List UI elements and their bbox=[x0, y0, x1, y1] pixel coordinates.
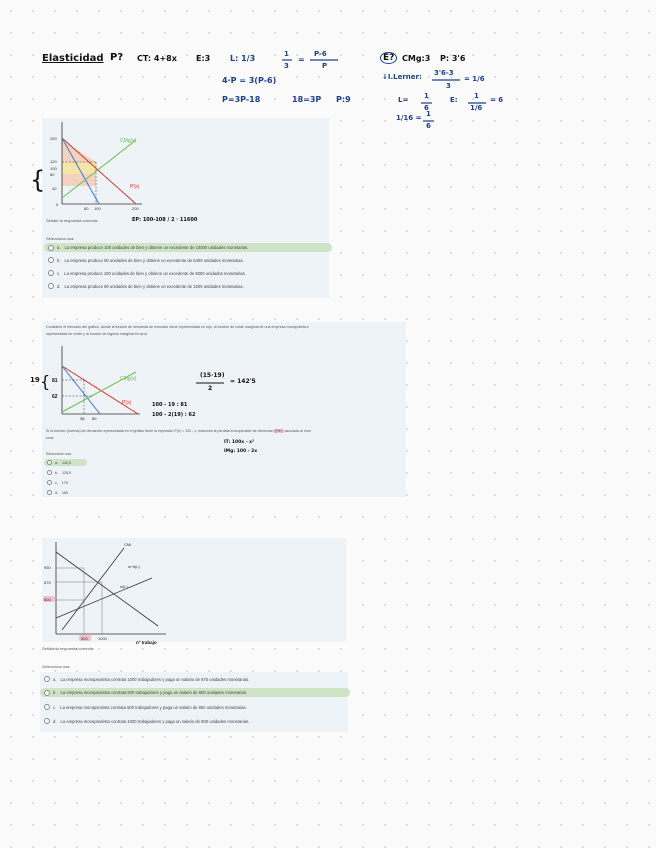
option-letter: a. bbox=[55, 460, 58, 465]
radio-icon[interactable] bbox=[48, 257, 54, 263]
note-e-den: 1/6 bbox=[470, 104, 483, 112]
option-text: La empresa monopsonista contrata 1000 trabajadores y paga un salario de 800 unidades monetarias. bbox=[60, 718, 250, 724]
q3-select-label: Selecciona una: bbox=[42, 664, 71, 669]
radio-icon[interactable] bbox=[47, 480, 52, 485]
option-letter: d. bbox=[57, 283, 61, 289]
note-title: Elasticidad bbox=[42, 53, 104, 64]
radio-icon[interactable] bbox=[48, 283, 54, 289]
q1-x-tick-2: 200 bbox=[132, 206, 139, 211]
radio-icon[interactable] bbox=[47, 460, 52, 465]
q2-mr-line bbox=[62, 366, 100, 414]
q3-x-tick-1000: 1000 bbox=[98, 636, 107, 641]
q2-hw-line2: 100 - 2(19) : 62 bbox=[152, 412, 196, 418]
radio-icon[interactable] bbox=[44, 704, 50, 710]
q1-option-b[interactable] bbox=[48, 257, 244, 263]
q1-y-tick-2: 100 bbox=[50, 166, 57, 171]
q3-wd-line bbox=[56, 552, 158, 626]
q1-prompt: Señale la respuesta correcta: bbox=[46, 218, 99, 223]
q1-option-a[interactable] bbox=[44, 243, 332, 252]
q1-y-tick-5: 0 bbox=[56, 202, 59, 207]
option-text: La empresa produce 80 unidades de bien y obtiene un excedente de 6400 unidades monetarias. bbox=[64, 257, 244, 263]
q3-x-tick-500: 500 bbox=[81, 636, 88, 641]
option-letter: a. bbox=[53, 676, 57, 682]
note-frac-left-den: 3 bbox=[284, 62, 289, 70]
note-e-eq2: E: bbox=[450, 96, 458, 104]
q3-w-label: w(L) bbox=[120, 584, 128, 589]
radio-icon[interactable] bbox=[48, 270, 54, 276]
q2-hw-result: = 142'5 bbox=[230, 378, 256, 385]
option-text: La empresa monopsonista contrata 1000 trabajadores y paga un salario de 875 unidades monetarias. bbox=[60, 676, 250, 682]
q2-side-label: 19 bbox=[30, 376, 40, 384]
note-lerner-prefix: ↓I.Lerner: bbox=[382, 73, 422, 81]
q3-y-tick-800: 800 bbox=[44, 597, 51, 602]
q1-select-label: Selecciona una: bbox=[46, 236, 75, 241]
q1-handwritten-calc: EP: 100-108 / 2 · 11600 bbox=[132, 217, 198, 223]
note-e-circled: E? bbox=[380, 52, 397, 64]
q2-hw-right2: IMg: 100 - 2x bbox=[224, 449, 258, 454]
q1-option-d[interactable] bbox=[48, 283, 244, 289]
q2-tick-62: 62 bbox=[52, 394, 58, 400]
option-letter: b. bbox=[57, 257, 61, 263]
option-letter: c. bbox=[53, 704, 57, 710]
q1-y-tick-0: 200 bbox=[50, 136, 57, 141]
note-frac-left-num: 1 bbox=[284, 50, 289, 58]
radio-icon[interactable] bbox=[44, 676, 50, 682]
q2-question-text: Si la función (inversa) de demanda representada en el gráfico tiene la expresión P(x) = 100 - x, entonces la pérdida irrecuperable de eficiencia bbox=[46, 429, 273, 433]
note-line3a: P=3P-18 bbox=[222, 95, 261, 104]
radio-icon[interactable] bbox=[48, 245, 54, 251]
q2-question-tail: asociada al mon bbox=[284, 429, 311, 433]
q3-cml-line bbox=[62, 548, 124, 630]
q2-pie-highlight: (PIE) bbox=[274, 429, 283, 433]
q2-tick-81: 81 bbox=[52, 378, 58, 384]
note-p-value: P: 3'6 bbox=[440, 54, 466, 63]
option-letter: b. bbox=[55, 470, 58, 475]
note-frac-right-den: P bbox=[322, 62, 328, 70]
q1-mc-label: CMg(x) bbox=[120, 138, 137, 144]
note-bottom-num: 1 bbox=[426, 110, 431, 118]
q3-option-c[interactable] bbox=[44, 704, 247, 710]
note-frac-right-num: P-6 bbox=[314, 50, 327, 58]
q2-demand-label: P(x) bbox=[122, 400, 132, 406]
q2-option-d[interactable] bbox=[47, 490, 68, 495]
q2-select-label: Seleccione una: bbox=[46, 452, 72, 456]
q3-cml-label: CMl bbox=[124, 542, 132, 547]
q3-x-axis-note: nº trabajo bbox=[136, 640, 157, 645]
note-lerner-num: 3'6-3 bbox=[434, 69, 454, 77]
radio-icon[interactable] bbox=[47, 470, 52, 475]
question-1-graph bbox=[44, 118, 144, 213]
option-text: 175 bbox=[61, 480, 68, 485]
radio-icon[interactable] bbox=[47, 490, 52, 495]
note-line3b: 18=3P bbox=[292, 95, 322, 104]
q1-x-tick-1: 100 bbox=[94, 206, 101, 211]
option-text: 160 bbox=[62, 490, 68, 495]
q3-y-tick-950: 950 bbox=[44, 565, 51, 570]
radio-icon[interactable] bbox=[44, 718, 50, 724]
option-text: La empresa monopsonista contrata 500 trabajadores y paga un salario de 950 unidades monetarias. bbox=[60, 704, 247, 710]
question-3-graph bbox=[40, 538, 170, 646]
note-l-den: 6 bbox=[424, 104, 429, 112]
q1-y-tick-1: 120 bbox=[50, 159, 57, 164]
option-text: La empresa produce 100 unidades de bien y obtiene un excedente de 10000 unidades monetarias. bbox=[64, 245, 249, 250]
option-letter: d. bbox=[55, 490, 58, 495]
q2-question-line2: será: bbox=[46, 436, 54, 440]
q3-option-b[interactable] bbox=[40, 688, 350, 697]
option-text: La empresa produce 100 unidades de bien y obtiene un excedente de 5000 unidades monetarias. bbox=[64, 270, 246, 276]
q2-brace: { bbox=[40, 372, 51, 391]
note-lerner-den: 3 bbox=[446, 82, 451, 90]
option-text: La empresa produce 80 unidades de bien y obtiene un excedente de 3200 unidades monetarias. bbox=[64, 283, 244, 289]
note-bottom-left: 1/16 = bbox=[396, 114, 422, 122]
note-equals: = bbox=[298, 55, 305, 64]
note-e-eq: E:3 bbox=[196, 54, 211, 63]
option-letter: c. bbox=[55, 480, 58, 485]
note-p-mark: P? bbox=[110, 52, 124, 63]
option-text: 128,5 bbox=[62, 470, 71, 475]
option-letter: a. bbox=[57, 245, 61, 250]
note-l-num: 1 bbox=[424, 92, 429, 100]
q2-hw-line1: 100 - 19 : 81 bbox=[152, 402, 188, 408]
q2-hw-fraction-bar bbox=[196, 382, 226, 385]
note-ct-eq: CT: 4+8x bbox=[137, 54, 177, 63]
q3-prompt: Señale la respuesta correcta: bbox=[42, 646, 95, 651]
q3-option-a[interactable] bbox=[44, 676, 249, 682]
note-cmg: CMg:3 bbox=[402, 54, 431, 63]
q2-mc-label: CMg(x) bbox=[120, 376, 137, 382]
q2-intro-line2: representada en verde y la función de ingreso marginal en azul. bbox=[46, 332, 148, 336]
q2-hw-frac-den: 2 bbox=[208, 385, 213, 392]
q1-y-tick-3: 80 bbox=[50, 172, 55, 177]
q3-option-d[interactable] bbox=[44, 718, 249, 724]
q2-option-a[interactable] bbox=[44, 459, 87, 466]
q1-brace: { bbox=[30, 166, 46, 194]
note-line2: 4·P = 3(P-6) bbox=[222, 76, 277, 85]
question-2-graph bbox=[44, 342, 144, 422]
note-bottom-den: 6 bbox=[426, 122, 431, 130]
q2-x-tick-1: 50 bbox=[92, 416, 97, 421]
q1-option-c[interactable] bbox=[48, 270, 246, 276]
q2-demand-line bbox=[62, 366, 138, 414]
radio-icon[interactable] bbox=[44, 690, 50, 696]
option-letter: c. bbox=[57, 270, 61, 276]
q2-option-b[interactable] bbox=[47, 470, 71, 475]
option-text: La empresa monopsonista contrata 500 trabajadores y paga un salario de 800 unidades monetarias. bbox=[60, 690, 247, 695]
q1-demand-label: P(x) bbox=[130, 184, 140, 190]
note-line3c: P:9 bbox=[336, 95, 351, 104]
q3-wd-label: w^d(L) bbox=[128, 564, 140, 569]
q3-y-tick-875: 875 bbox=[44, 580, 51, 585]
q1-y-tick-4: 40 bbox=[52, 186, 57, 191]
q2-question-line1 bbox=[46, 429, 311, 433]
note-l-eq2: L= bbox=[398, 96, 409, 104]
q2-x-tick-0: 38 bbox=[80, 416, 85, 421]
q2-hw-right1: IT: 100x - x² bbox=[224, 440, 255, 445]
note-l-eq: L: 1/3 bbox=[230, 54, 256, 63]
note-e-result: = 6 bbox=[490, 96, 504, 104]
note-lerner-eq: = 1/6 bbox=[464, 75, 485, 83]
option-text: 142,5 bbox=[62, 460, 71, 465]
q1-x-tick-0: 80 bbox=[84, 206, 89, 211]
note-e-num: 1 bbox=[474, 92, 479, 100]
q2-option-c[interactable] bbox=[47, 480, 68, 485]
q2-hw-frac-num: (15·19) bbox=[200, 372, 225, 379]
q2-intro-line1: Considere el mercado del gráfico, donde la función de demanda de mercado viene representada en rojo, la función de coste marginal de una empresa monopolista e bbox=[46, 325, 309, 329]
option-letter: b. bbox=[53, 690, 57, 695]
q3-w-line bbox=[56, 578, 152, 618]
option-letter: d. bbox=[53, 718, 57, 724]
